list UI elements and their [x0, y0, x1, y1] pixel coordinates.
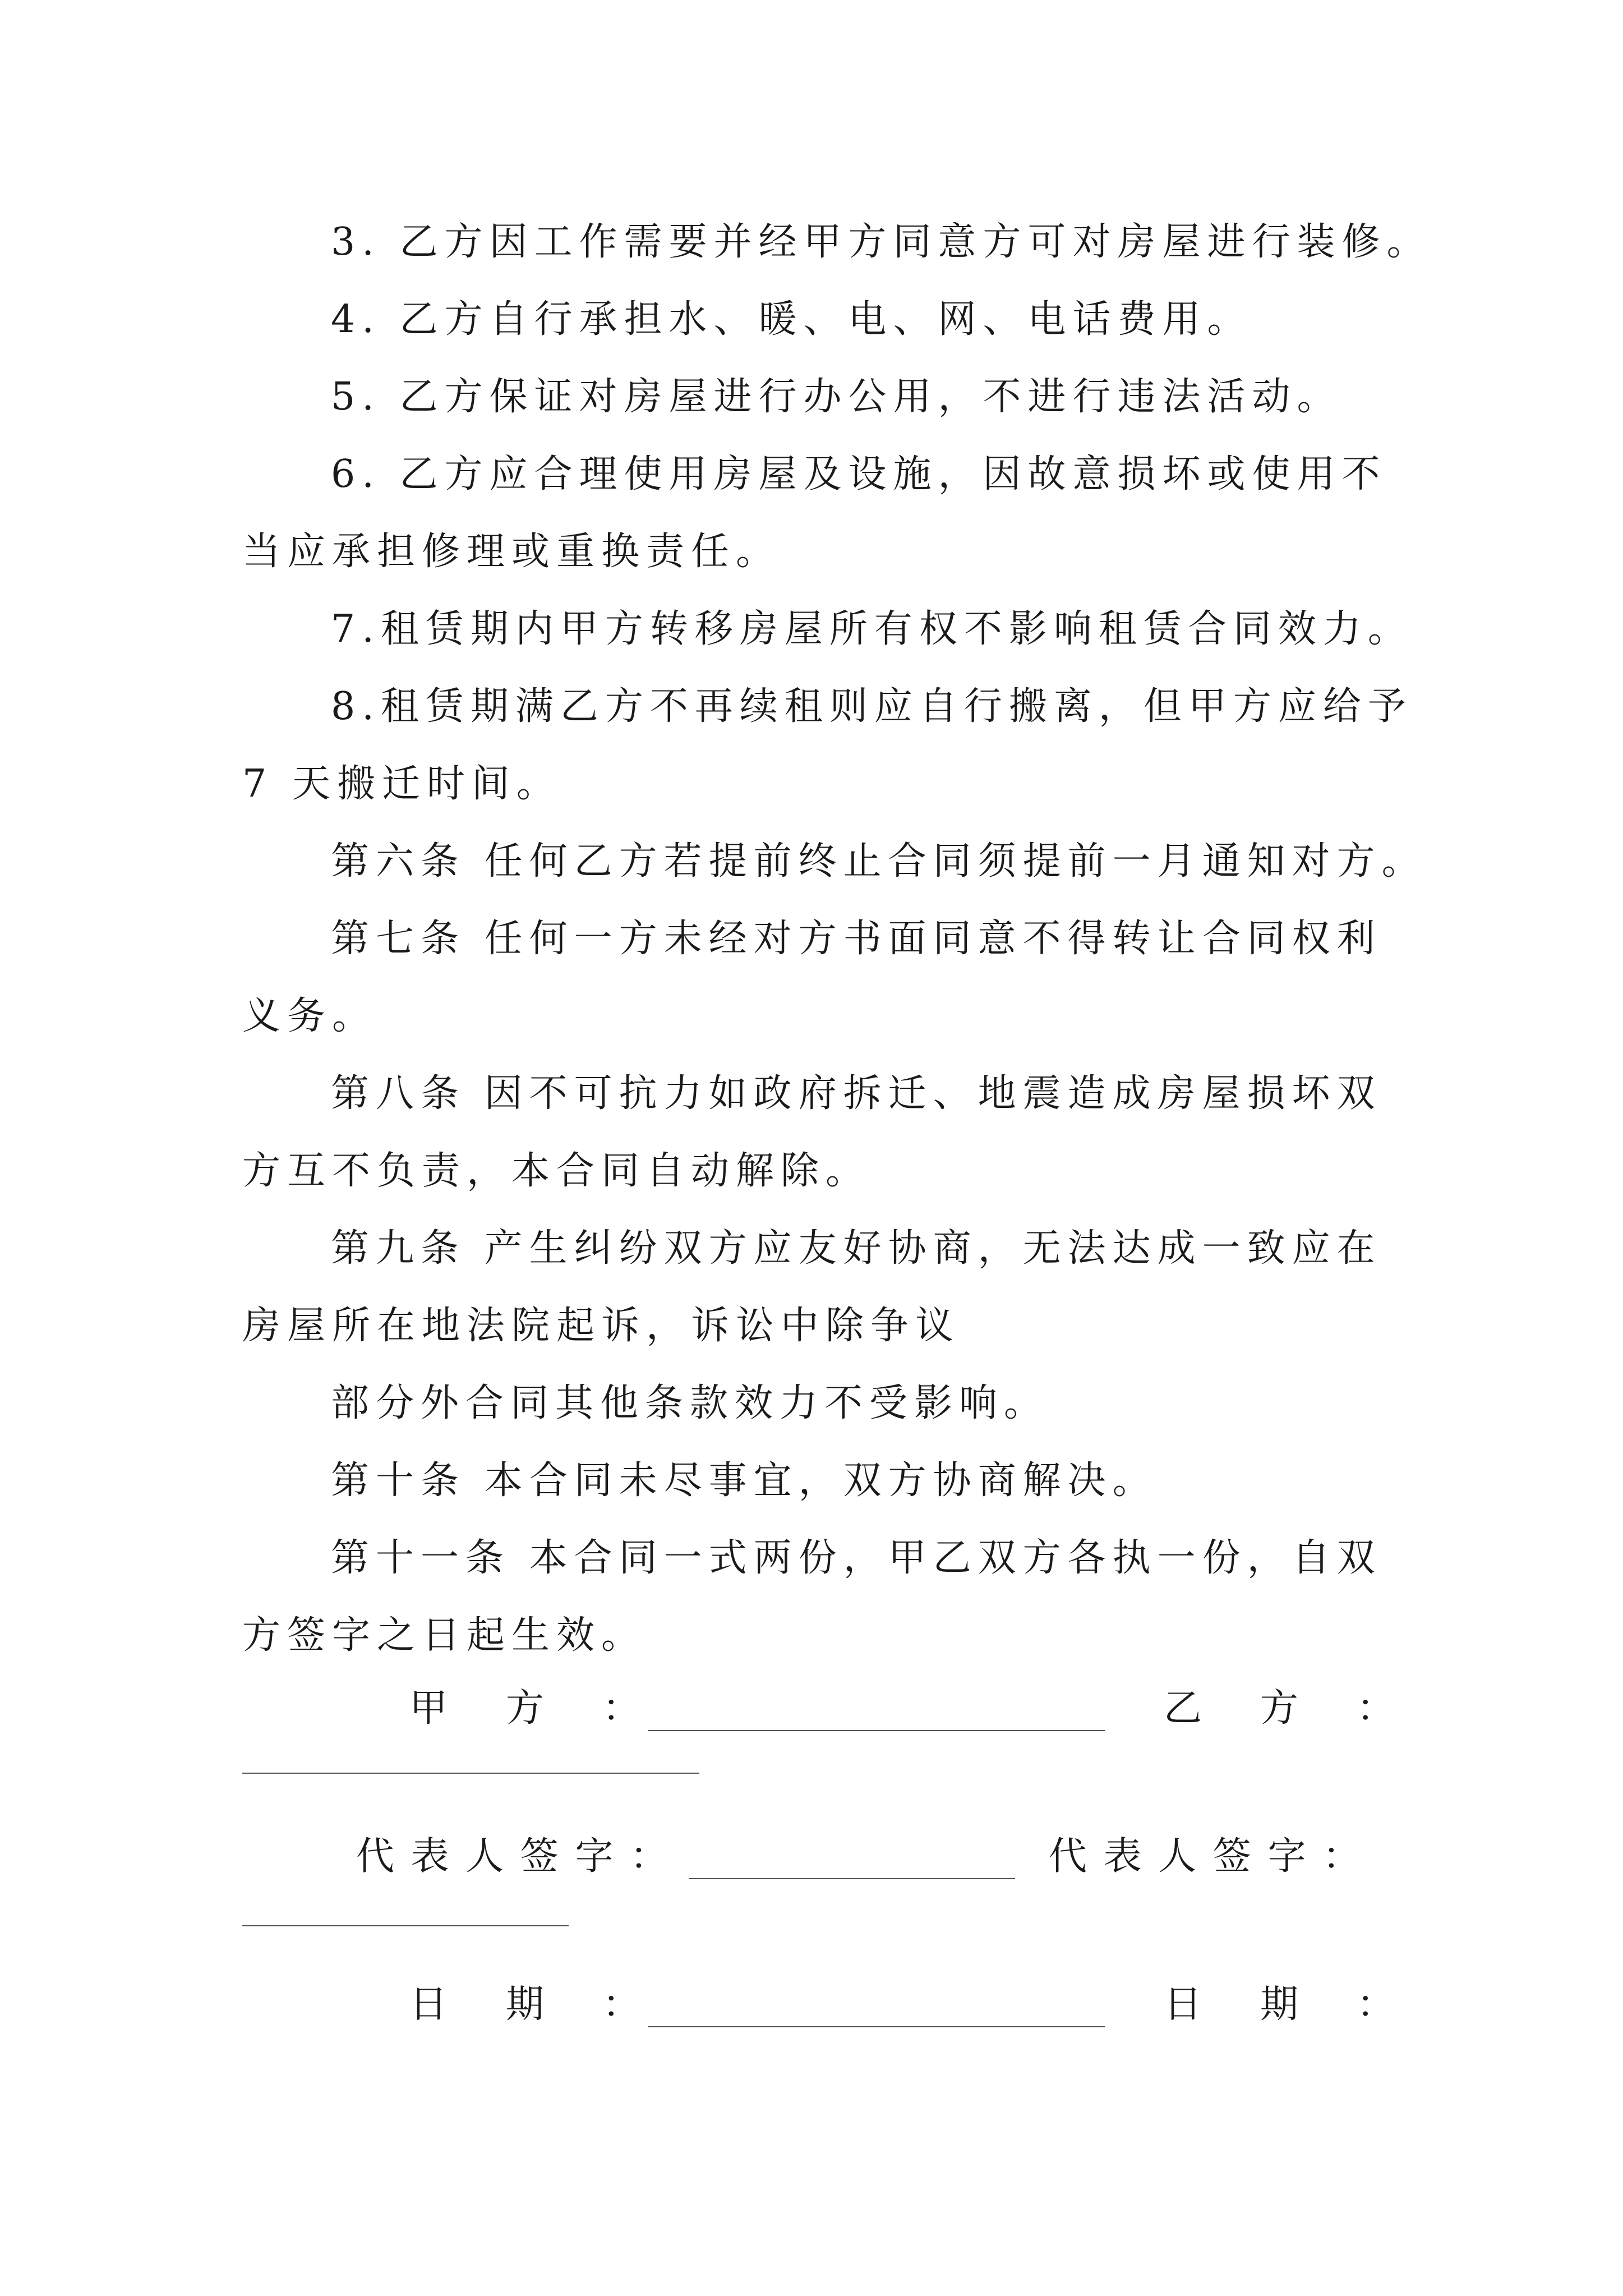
clause-4: 4. 乙方自行承担水、暖、电、网、电话费用。 — [331, 297, 1252, 342]
article-9-line3: 部分外合同其他条款效力不受影响。 — [331, 1381, 1049, 1425]
article-10: 第十条 本合同未尽事宜，双方协商解决。 — [331, 1458, 1158, 1503]
article-8-line1: 第八条 因不可抗力如政府拆迁、地震造成房屋损坏双 — [331, 1071, 1382, 1116]
date-a-line[interactable] — [648, 2026, 1105, 2027]
rep-b-label: 代 表 人 签 字 ： — [1049, 1834, 1363, 1879]
clause-6-line1: 6. 乙方应合理使用房屋及设施，因故意损坏或使用不 — [331, 452, 1387, 496]
clause-8-line1: 8.租赁期满乙方不再续租则应自行搬离，但甲方应给予 — [331, 684, 1413, 729]
article-7-line2: 义务。 — [242, 994, 377, 1038]
rep-b-signature-line[interactable] — [242, 1925, 569, 1926]
article-7-line1: 第七条 任何一方未经对方书面同意不得转让合同权利 — [331, 917, 1382, 961]
article-9-line2: 房屋所在地法院起诉，诉讼中除争议 — [242, 1304, 961, 1348]
article-9-line1: 第九条 产生纠纷双方应友好协商，无法达成一致应在 — [331, 1226, 1382, 1271]
clause-7: 7.租赁期内甲方转移房屋所有权不影响租赁合同效力。 — [331, 607, 1413, 651]
article-8-line2: 方互不负责，本合同自动解除。 — [242, 1149, 871, 1193]
clause-5: 5. 乙方保证对房屋进行办公用，不进行违法活动。 — [331, 375, 1342, 419]
party-a-label: 甲 方 ： — [409, 1686, 651, 1731]
clause-6-line2: 当应承担修理或重换责任。 — [242, 530, 781, 574]
clause-3: 3. 乙方因工作需要并经甲方同意方可对房屋进行装修。 — [331, 220, 1432, 264]
article-6: 第六条 任何乙方若提前终止合同须提前一月通知对方。 — [331, 839, 1427, 884]
rep-a-label: 代 表 人 签 字 ： — [356, 1834, 671, 1879]
rep-a-signature-line[interactable] — [689, 1878, 1015, 1879]
party-b-signature-line[interactable] — [242, 1773, 699, 1774]
article-11-line2: 方签字之日起生效。 — [242, 1613, 647, 1658]
clause-8-line2: 7 天搬迁时间。 — [242, 762, 561, 806]
date-a-label: 日 期 ： — [409, 1982, 651, 2027]
date-b-label: 日 期 ： — [1164, 1982, 1405, 2027]
article-11-line1: 第十一条 本合同一式两份，甲乙双方各执一份，自双 — [331, 1536, 1382, 1580]
party-b-label: 乙 方 ： — [1164, 1686, 1405, 1731]
party-a-signature-line[interactable] — [648, 1730, 1105, 1731]
